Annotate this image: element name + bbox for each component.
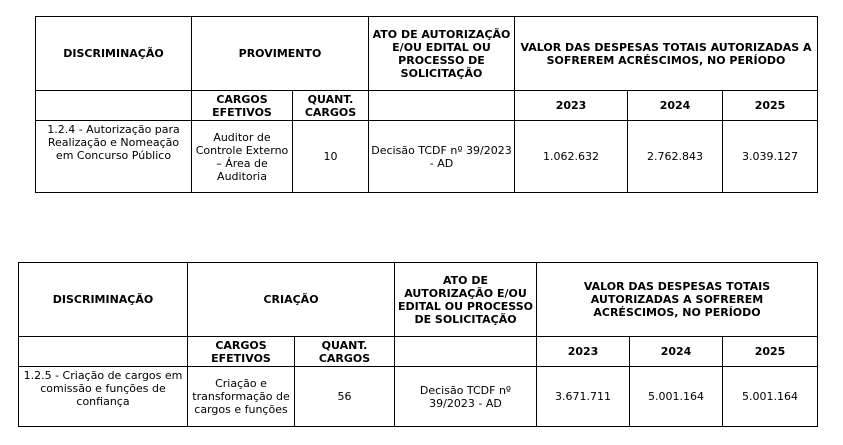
row-discriminacao: 1.2.5 - Criação de cargos em comissão e funções de confiança [19, 367, 188, 427]
header-row-main [19, 263, 818, 337]
header-row-sub [36, 91, 818, 121]
header-blank-ato [369, 91, 515, 121]
header-provimento: PROVIMENTO [192, 17, 369, 91]
header-quant-cargos: QUANT. CARGOS [295, 337, 395, 367]
row-cargos-efetivos: Criação e transformação de cargos e funções [188, 367, 295, 427]
header-row-sub [19, 337, 818, 367]
header-criacao: CRIAÇÃO [188, 263, 395, 337]
header-discriminacao: DISCRIMINAÇÃO [36, 17, 192, 91]
table-row [36, 121, 818, 193]
table-row [19, 367, 818, 427]
row-value-2023: 3.671.711 [537, 367, 630, 427]
row-value-2024: 2.762.843 [628, 121, 723, 193]
header-blank-discriminacao [19, 337, 188, 367]
header-cargos-efetivos: CARGOS EFETIVOS [188, 337, 295, 367]
header-discriminacao: DISCRIMINAÇÃO [19, 263, 188, 337]
header-blank-discriminacao [36, 91, 192, 121]
header-year-2025: 2025 [723, 337, 818, 367]
header-cargos-efetivos: CARGOS EFETIVOS [192, 91, 293, 121]
criacao-table [18, 262, 818, 427]
header-year-2025: 2025 [723, 91, 818, 121]
header-valor: VALOR DAS DESPESAS TOTAIS AUTORIZADAS A SOFREREM ACRÉSCIMOS, NO PERÍODO [515, 17, 818, 91]
row-cargos-efetivos: Auditor de Controle Externo – Área de Auditoria [192, 121, 293, 193]
header-quant-cargos: QUANT. CARGOS [293, 91, 369, 121]
header-row-main [36, 17, 818, 91]
header-year-2023: 2023 [515, 91, 628, 121]
row-ato: Decisão TCDF nº 39/2023 - AD [395, 367, 537, 427]
row-value-2023: 1.062.632 [515, 121, 628, 193]
header-year-2024: 2024 [628, 91, 723, 121]
header-year-2024: 2024 [630, 337, 723, 367]
header-blank-ato [395, 337, 537, 367]
header-year-2023: 2023 [537, 337, 630, 367]
row-value-2024: 5.001.164 [630, 367, 723, 427]
header-ato: ATO DE AUTORIZAÇÃO E/OU EDITAL OU PROCESSO DE SOLICITAÇÃO [369, 17, 515, 91]
row-quant-cargos: 56 [295, 367, 395, 427]
row-ato: Decisão TCDF nº 39/2023 - AD [369, 121, 515, 193]
header-valor: VALOR DAS DESPESAS TOTAIS AUTORIZADAS A SOFREREM ACRÉSCIMOS, NO PERÍODO [537, 263, 818, 337]
row-discriminacao: 1.2.4 - Autorização para Realização e Nomeação em Concurso Público [36, 121, 192, 193]
header-ato: ATO DE AUTORIZAÇÃO E/OU EDITAL OU PROCESSO DE SOLICITAÇÃO [395, 263, 537, 337]
row-value-2025: 5.001.164 [723, 367, 818, 427]
provimento-table [35, 16, 818, 193]
row-quant-cargos: 10 [293, 121, 369, 193]
row-value-2025: 3.039.127 [723, 121, 818, 193]
